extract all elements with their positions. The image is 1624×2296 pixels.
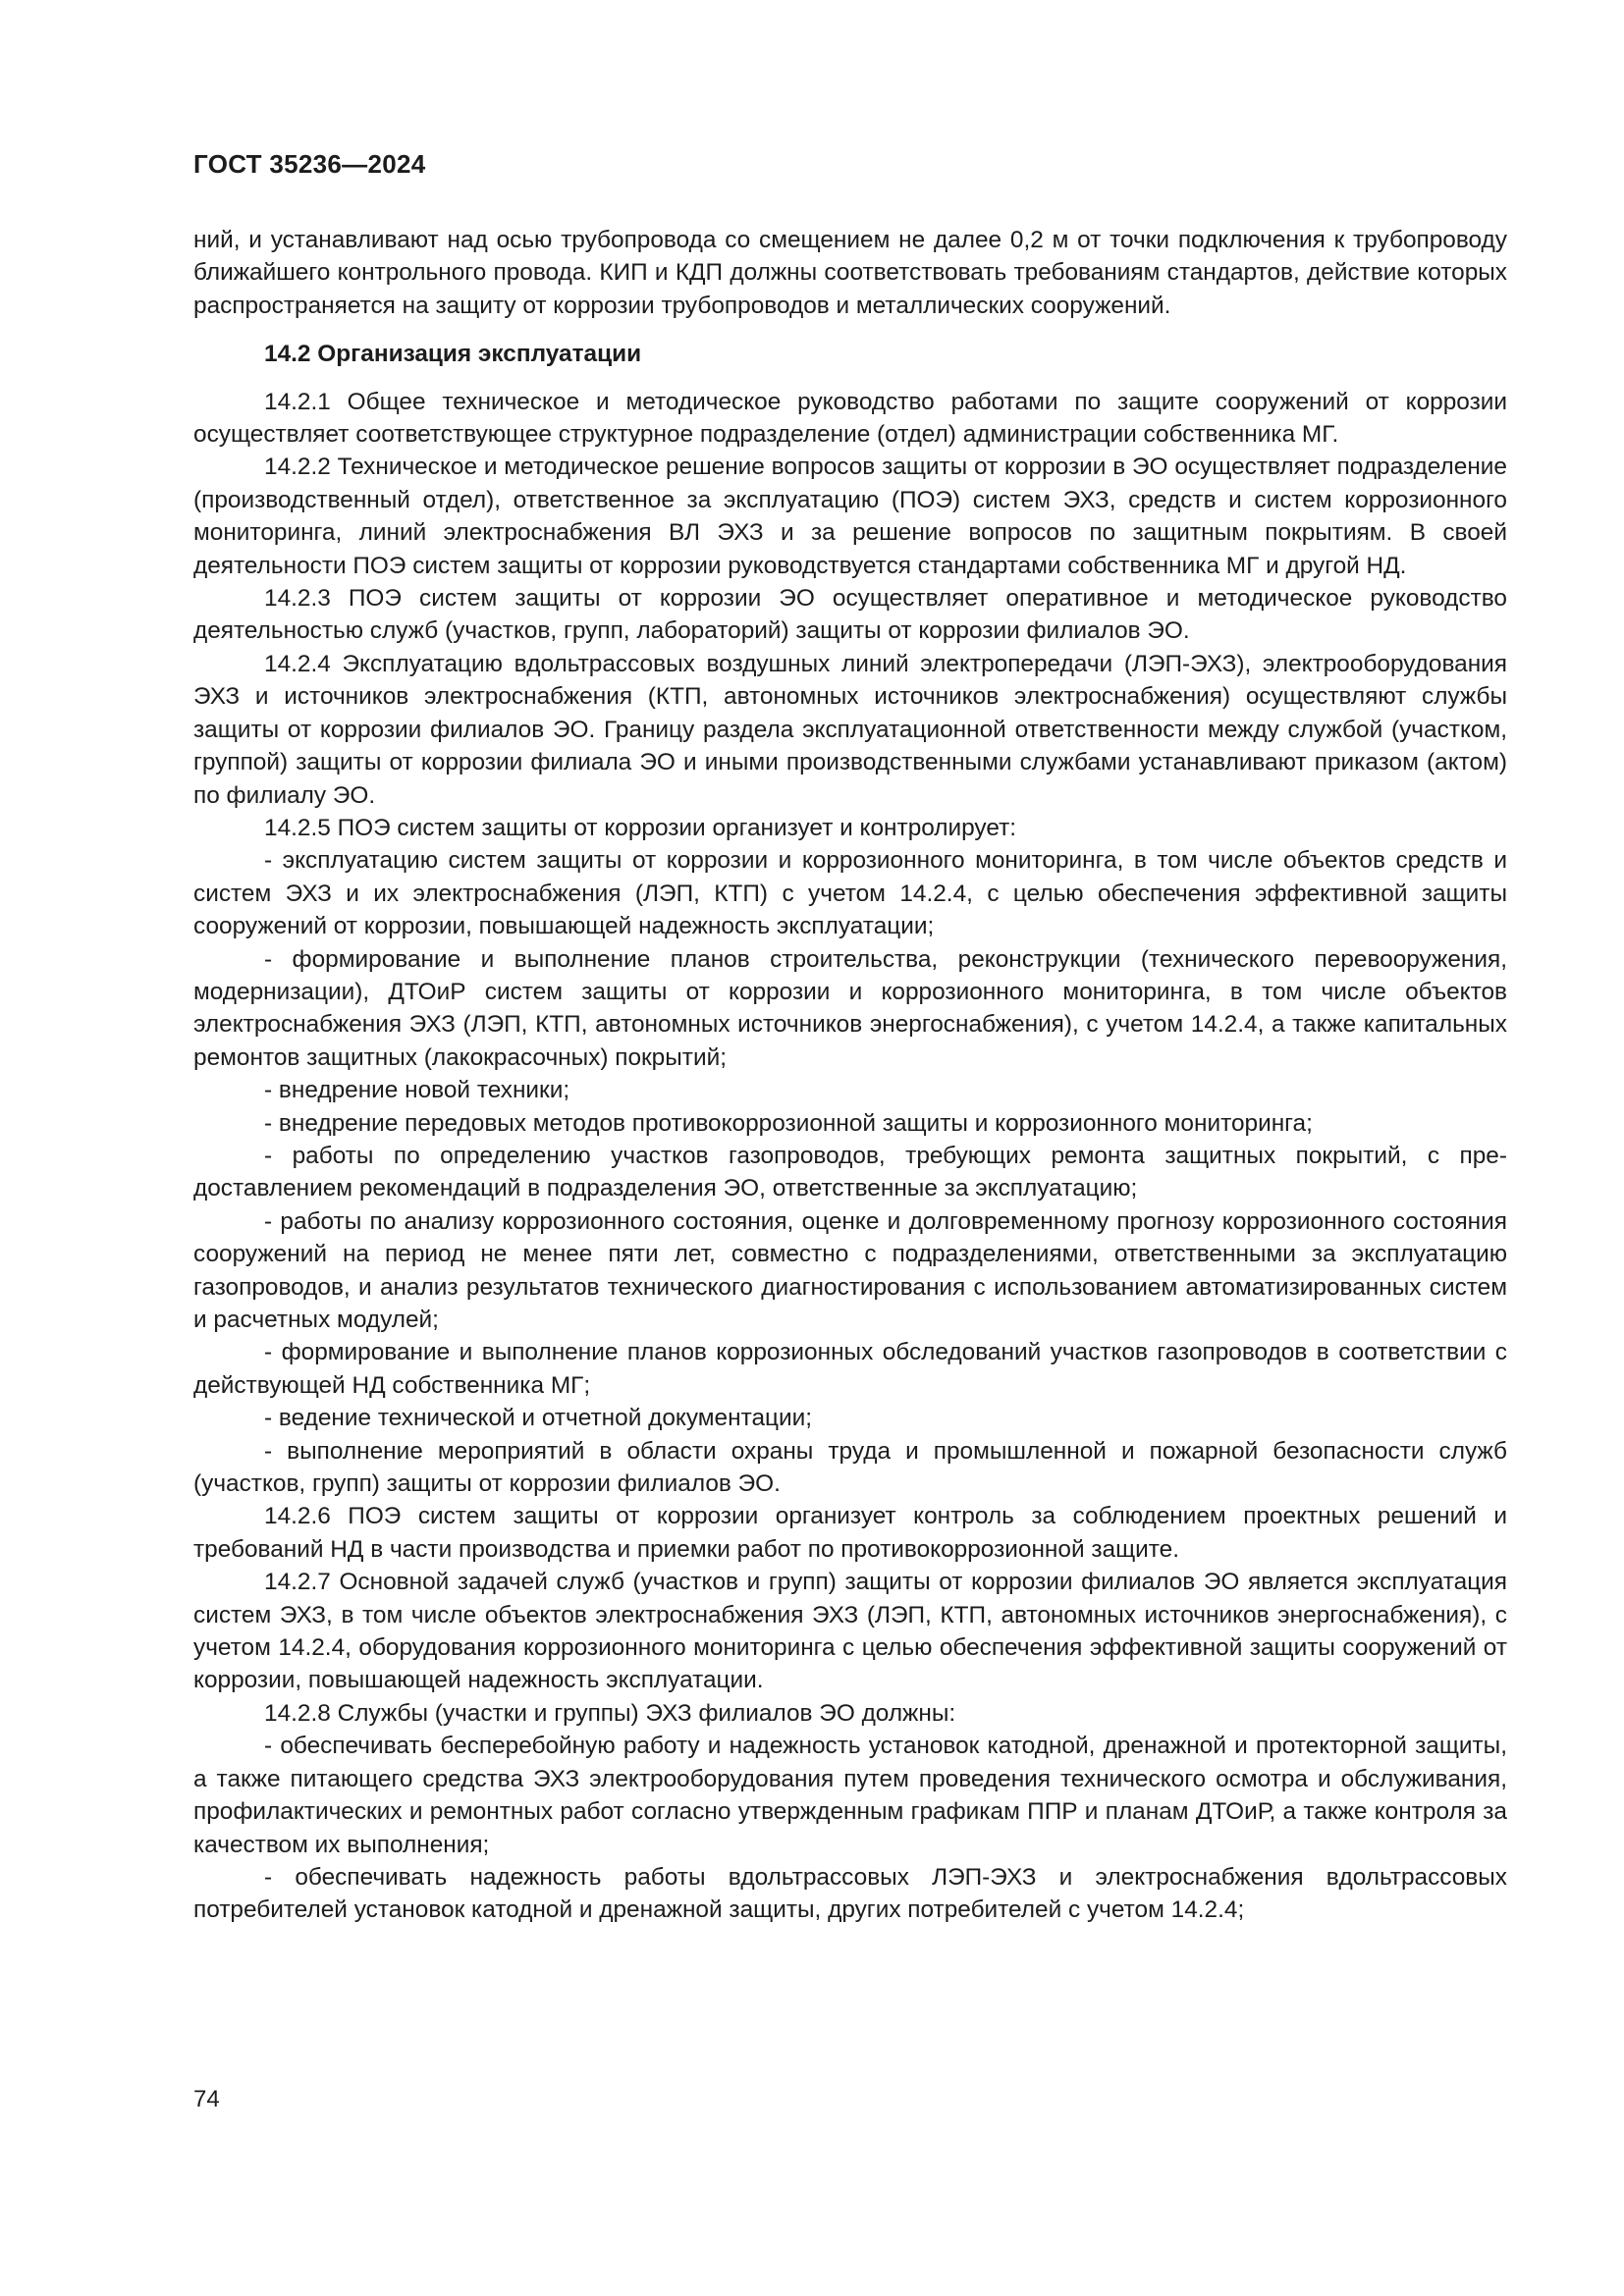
list-item: - ведение технической и отчетной документации; — [264, 1405, 813, 1432]
list-item: - работы по анализу коррозионного состояния, оценке и долговременному прогнозу коррозионного состояния сооружений на период не менее пяти лет, совместно с подразделениями, ответственными за эксплуатацию газопроводов, и анализ результатов технического диагностирования с использованием автоматизированных систем и расчетных модулей; — [193, 1207, 1507, 1333]
paragraph-14-2-5: 14.2.5 ПОЭ систем защиты от коррозии организует и контролирует: — [264, 814, 1017, 841]
list-item: - внедрение передовых методов противокоррозионной защиты и коррозионного мониторинга; — [264, 1109, 1313, 1137]
paragraph-14-2-6: 14.2.6 ПОЭ систем защиты от коррозии организует контроль за соблюдением проектных решений и требований НД в части производства и приемки работ по противокоррозионной защите. — [193, 1503, 1507, 1563]
paragraph-14-2-4: 14.2.4 Эксплуатацию вдольтрассовых воздушных линий электропередачи (ЛЭП-ЭХЗ), электрооборудования ЭХЗ и источников электроснабжения (КТП, автономных источников электроснабжения) осуществляют службы защиты от коррозии филиалов ЭО. Границу раздела эксплуатационной ответственности между службой (участком, группой) защиты от коррозии филиала ЭО и иными производственными службами устанавливают приказом (актом) по филиалу ЭО. — [193, 650, 1507, 809]
list-item: - выполнение мероприятий в области охраны труда и промышленной и пожарной безопасности служб (участков, групп) защиты от коррозии филиалов ЭО. — [193, 1437, 1507, 1498]
document-header-title: ГОСТ 35236—2024 — [193, 149, 426, 179]
list-item: - эксплуатацию систем защиты от коррозии и коррозионного мониторинга, в том числе объектов средств и систем ЭХЗ и их электроснабжения (ЛЭП, КТП) с учетом 14.2.4, с целью обеспечения эффективной защиты сооружений от коррозии, повышающей надежность эксплуатации; — [193, 847, 1507, 940]
intro-continuation-paragraph: ний, и устанавливают над осью трубопровода со смещением не далее 0,2 м от точки подключения к трубопроводу ближайшего контрольного провода. КИП и КДП должны соответствовать требованиям стандартов, действие которых распространяется на защиту от коррозии трубопроводов и металлических сооружений. — [193, 227, 1507, 319]
page-number: 74 — [193, 2086, 220, 2112]
paragraph-14-2-3: 14.2.3 ПОЭ систем защиты от коррозии ЭО осуществляет оперативное и методическое руководство деятельностью служб (участков, групп, лабораторий) защиты от коррозии филиалов ЭО. — [193, 585, 1507, 645]
document-page — [193, 0, 1507, 2296]
list-item: - обеспечивать бесперебойную работу и надежность установок катодной, дренажной и протекторной защиты, а также питающего средства ЭХЗ электрооборудования путем проведения технического осмотра и обслуживания, профилактических и ремонтных работ согласно утвержденным графикам ППР и планам ДТОиР, а также контроля за качеством их выполнения; — [193, 1733, 1507, 1858]
list-item: - обеспечивать надежность работы вдольтрассовых ЛЭП-ЭХЗ и электроснабжения вдольтрассовых потребителей установок катодной и дренажной защиты, других потребителей с учетом 14.2.4; — [193, 1863, 1507, 1924]
paragraph-14-2-1: 14.2.1 Общее техническое и методическое руководство работами по защите сооружений от коррозии осуществляет соответствующее структурное подразделение (отдел) администрации собственника МГ. — [193, 388, 1507, 449]
paragraph-14-2-8: 14.2.8 Службы (участки и группы) ЭХЗ филиалов ЭО должны: — [264, 1699, 956, 1727]
list-item: - внедрение новой техники; — [264, 1077, 570, 1104]
list-item: - формирование и выполнение планов коррозионных обследований участков газопроводов в соответствии с действующей НД собственника МГ; — [193, 1339, 1507, 1399]
section-heading: 14.2 Организация эксплуатации — [264, 341, 642, 368]
paragraph-14-2-2: 14.2.2 Техническое и методическое решение вопросов защиты от коррозии в ЭО осуществляет подразделение (производственный отдел), ответственное за эксплуатацию (ПОЭ) систем ЭХЗ, средств и систем коррозионного мониторинга, линий электроснабжения ВЛ ЭХЗ и за решение вопросов по защитным покрытиям. В своей деятельности ПОЭ систем защиты от коррозии руководствуется стандартами собственника МГ и другой НД. — [193, 454, 1507, 579]
list-item: - формирование и выполнение планов строительства, реконструкции (технического перевооружения, модернизации), ДТОиР систем защиты от коррозии и коррозионного мониторинга, в том числе объектов электроснабжения ЭХЗ (ЛЭП, КТП, автономных источников энергоснабжения), с учетом 14.2.4, а также капитальных ремонтов защитных (лакокрасочных) покрытий; — [193, 945, 1507, 1071]
paragraph-14-2-7: 14.2.7 Основной задачей служб (участков и групп) защиты от коррозии филиалов ЭО является эксплуатация систем ЭХЗ, в том числе объектов электроснабжения ЭХЗ (ЛЭП, КТП, автономных источников энергоснабжения), с учетом 14.2.4, оборудования коррозионного мониторинга с целью обеспечения эффективной защиты сооружений от коррозии, повышающей надежность эксплуатации. — [193, 1569, 1507, 1694]
document-body — [193, 224, 1507, 1927]
list-item: - работы по определению участков газопроводов, требующих ремонта защитных покрытий, с предоставлением рекомендаций в подразделения ЭО, ответственные за эксплуатацию; — [193, 1142, 1507, 1202]
